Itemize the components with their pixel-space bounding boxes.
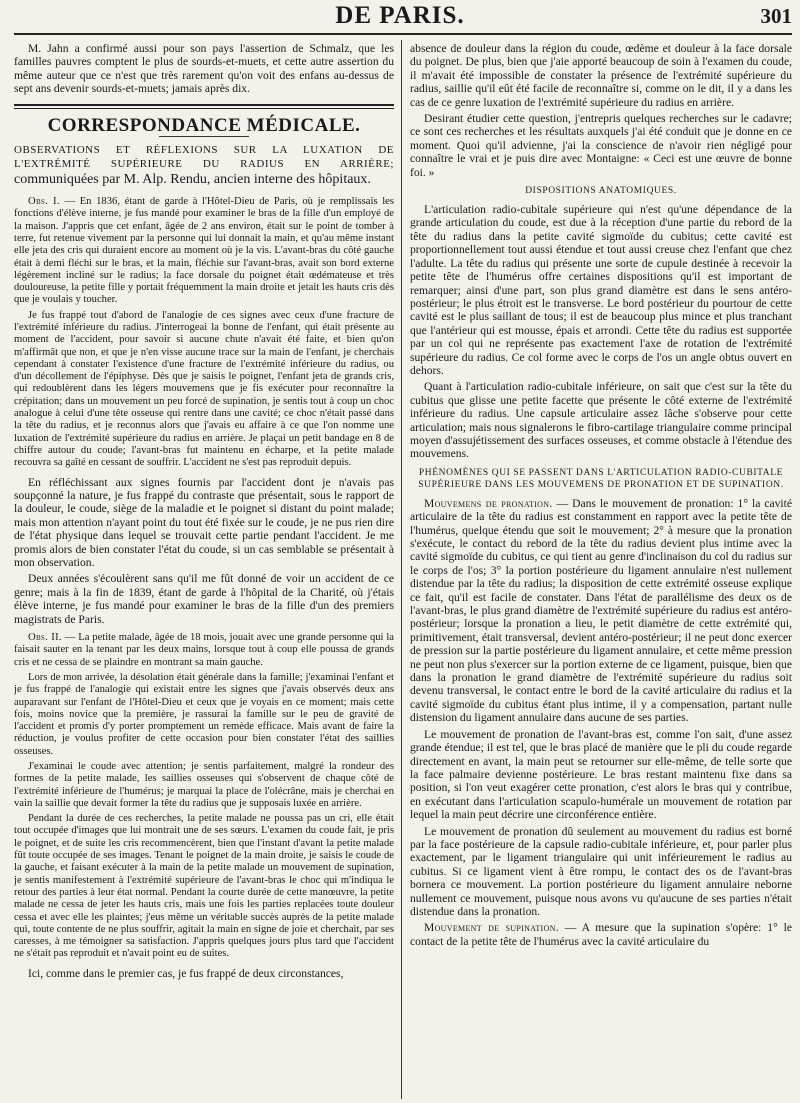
title-rule: [159, 136, 249, 137]
intro-paragraph: M. Jahn a confirmé aussi pour son pays l'assertion de Schmalz, que les familles pauvres comptent le plus de sourds-et-muets, et cette autre assertion du même auteur que ce n'est que très rarement qu'on voit des enfans au-dessus de sept ans devenir sourds-et-muets; jamais après dix.: [14, 42, 394, 96]
pronation-paragraph-2: Le mouvement de pronation de l'avant-bras est, comme l'on sait, d'une assez grande étendue; il est tel, que le bras placé de manière que le pli du coude regarde directement en avant, la main peut se retourner sur elle-même, de telle sorte que la face palmaire devienne postérieure. Le bras restant maintenu fixe dans sa position, si l'on veut exagérer cette pronation, c'est alors le bras qui y contribue, en exécutant dans l'articulation scapulo-humérale un mouvement de rotation par lequel la main peut décrire une circonférence entière.: [410, 727, 792, 822]
left-column: [14, 42, 394, 1099]
page-number: 301: [760, 4, 792, 28]
pronation-text-1: Dans le mouvement de pronation: 1° la cavité articulaire de la tête du radius est constamment en rapport avec la petite tête de l'humérus, quelque étendu que soit le mouvement; 2° à mesure que la pronation s'exécute, le contact du rebord de la tête du radius devient plus intime avec la cavité sigmoïde du cubitus, ce qui tient au genre d'inclinaison du col du radius sur le corps de l'os; 3° la portion postérieure du ligament annulaire n'est nullement distendue par la tête du radius; la disposition de cette extrémité osseuse explique ce fait, qu'il est facile de constater. Dans l'état de parallélisme des deux os de l'avant-bras, le plus grand diamètre de l'extrémité supérieure du radius est antéro-postérieur; lorsque la pronation a lieu, le petit diamètre de cette extrémité qui, primitivement, était transversal, devient antéro-postérieur; il ne peut donc exercer de pression sur la partie postérieure du ligament annulaire, et cette même pression ne peut non plus s'exercer sur la portion externe de ce ligament, puisque, bien que dans la pronation le grand diamètre de l'extrémité supérieure du radius soit devenu transversal, le contact entre le bord de la cavité articulaire du radius et la cavité sigmoïde du cubitus étant plus intime, il y a compensation, partant nulle distension du ligament annulaire dans aucune de ses parties.: [410, 496, 792, 725]
pronation-paragraph-3: Le mouvement de pronation dû seulement au mouvement du radius est borné par la face postérieure de la capsule radio-cubitale inférieure, et, pour parler plus exactement, par le ligament triangulaire qui unit inférieurement le radius au cubitus. Si ce ligament vient à être rompu, le contact des os de l'avant-bras bornera ce mouvement. La portion postérieure du ligament annulaire neborne nullement ce mouvement, puisque nous avons vu qu'aucune de ses parties n'était distendue dans la pronation.: [410, 824, 792, 918]
obs2-text-1: La petite malade, âgée de 18 mois, jouait avec une grande personne qui la faisait sauter en la tenant par les deux mains, lorsque tout à coup elle poussa de grands cris et ne cessa de se plaindre en montrant sa main gauche.: [14, 632, 394, 668]
section-rule: [14, 104, 394, 109]
pronation-label: Mouvemens de pronation.: [424, 496, 553, 510]
subheading-phenomena: PHÉNOMÈNES QUI SE PASSENT DANS L'ARTICULATION RADIO-CUBITALE SUPÉRIEURE DANS LES MOUVEMENS DE PRONATION ET DE SUPINATION.: [418, 467, 784, 490]
right-column: [410, 42, 792, 1099]
obs1-text-1: En 1836, étant de garde à l'Hôtel-Dieu de Paris, où je remplissais les fonctions d'élève interne, je fus mandé pour examiner le bras de la fille d'un employé de la maison. J'appris que cet enfant, âgée de 2 ans environ, était sur le point de tomber à terre, fut retenue vivement par la personne qui lui donnait la main, et qu'au même instant elle jeta des cris qui duraient encore au moment où je la vis. L'avant-bras du côté gauche était à demi fléchi sur le bras, et la main, fléchie sur l'avant-bras, avait son bord externe légèrement incliné sur le radius; la face dorsale du poignet était œdémateuse et très douloureuse, la petite fille y portait fréquemment la main droite et jetait les hauts cris dès que je voulais y toucher.: [14, 196, 394, 306]
obs2-paragraph-2: Lors de mon arrivée, la désolation était générale dans la famille; j'examinai l'enfant et je fus frappé de l'analogie qui existait entre les signes que j'avais observés deux ans auparavant sur l'enfant de l'Hôtel-Dieu et ceux que je voyais en ce moment; mais cette fois, moins novice que la première, je rassurai la famille sur le peu de gravité de l'accident et promis d'y porter promptement un remède efficace. Mais avant de faire la réduction, je voulus profiter de cette occasion pour bien constater l'état des saillies osseuses.: [14, 671, 394, 757]
articulation-paragraph-1: L'articulation radio-cubitale supérieure qui n'est qu'une dépendance de la grande articulation du coude, est due à la réception d'une partie du rebord de la tête du radius dans la petite cavité sigmoïde du cubitus; cette cavité est proportionnellement tout aussi étendue et tout aussi creuse chez l'enfant que chez l'adulte. La tête du radius qui présente une sorte de cupule destinée à recevoir la petite tête de l'humérus offre certaines dispositions qu'il est important de remarquer; ainsi d'une part, son plus grand diamètre est dans le sens antéro-postérieur; le plus étroit est le transverse. Le bord postérieur du pourtour de cette cavité est le plus saillant de tous; il est de beaucoup plus mince et plus tranchant que l'antérieur qui est mousse, épais et arrondi. Cette tête du radius est supportée par un col qui ne représente pas exactement l'axe de rotation de l'extrémité supérieure du radius. Ce col forme avec le corps de l'os un angle obtus ouvert en dehors.: [410, 203, 792, 377]
section-title: CORRESPONDANCE MÉDICALE.: [47, 114, 361, 136]
running-title: DE PARIS.: [335, 2, 465, 29]
ici-paragraph: Ici, comme dans le premier cas, je fus frappé de deux circonstances,: [28, 966, 344, 980]
desirant-paragraph: Desirant étudier cette question, j'entrepris quelques recherches sur le cadavre; ce sont ces recherches et les résultats auxquels j'ai été conduit que je donne en ce moment. Quoi qu'il advienne, j'ai la conscience de n'avoir rien négligé pour connaître le vrai et je puis dire avec Montaigne: « Ceci est une œuvre de bonne foi. »: [410, 112, 792, 179]
obs1-paragraph-2: Je fus frappé tout d'abord de l'analogie de ces signes avec ceux d'une fracture de l'extrémité inférieure du radius. J'interrogeai la bonne de l'enfant, qui était présente au moment de l'accident, pour savoir si aucune chute n'avait été faite, et bien qu'on m'affirmât que non, et que je n'en visse aucune trace sur la main de l'enfant, je cherchais cependant à constater l'existence d'une fracture de l'extrémité inférieure du radius, ou d'un décollement de l'épiphyse. Dès que je saisis le poignet, l'enfant jeta de grands cris, qui redoublèrent dans les légers mouvemens que je fis exécuter pour reconnaître la crépitation; dans un mouvement un peu forcé de supination, je sentis tout à coup un choc analogue à celui d'une tête osseuse qui rentre dans une cavité; ce choc n'était passé dans la tête du radius, et je reconnus alors que j'avais eu affaire à ce que l'on nomme une luxation de l'extrémité supérieure du radius en arrière. Je plaçai un petit bandage en 8 de chiffre autour du coude; l'avant-bras fut maintenu en écharpe, et la petite malade recouvra sa gaîté en cessant de souffrir. L'accident ne s'est pas reproduit depuis.: [14, 309, 394, 469]
obs2-paragraph-1: Obs. II. — La petite malade, âgée de 18 mois, jouait avec une grande personne qui la faisait sauter en la tenant par les deux mains, lorsque tout à coup elle poussa de grands cris et ne cessa de se plaindre en montrant sa main gauche.: [14, 632, 394, 668]
subheading-anatomy: DISPOSITIONS ANATOMIQUES.: [525, 186, 677, 197]
continuation-paragraph: absence de douleur dans la région du coude, œdème et douleur à la face dorsale du poignet. De plus, bien que j'aie apporté beaucoup de soin à l'examen du coude, il m'avait été impossible de constater la présence de l'extrémité supérieure du radius, saillie qu'il eût été facile de reconnaître si, comme on le dit, il y a dans les cas de ce genre luxation de l'extrémité supérieure du radius en arrière.: [410, 42, 792, 109]
obs2-paragraph-3: J'examinai le coude avec attention; je sentis parfaitement, malgré la rondeur des formes de la petite malade, les saillies osseuses qui s'observent de chaque côté de l'extrémité inférieure de l'humérus; je marquai la place de l'olécrâne, mais je cherchai en vain la saillie que devait former la tête du radius que je supposais luxée en arrière.: [14, 761, 394, 809]
deux-annees-paragraph: Deux années s'écoulèrent sans qu'il me fût donné de voir un accident de ce genre; mais à la fin de 1839, étant de garde à l'hôpital de la Charité, où j'étais élève interne, je fus mandé pour examiner le bras de la fille d'un des premiers magistrats de Paris.: [14, 572, 394, 626]
obs1-paragraph-1: Obs. I. — En 1836, étant de garde à l'Hôtel-Dieu de Paris, où je remplissais les fonctions d'élève interne, je fus mandé pour examiner le bras de la fille d'un employé de la maison. J'appris que cet enfant, âgée de 2 ans environ, était sur le point de tomber à terre, fut retenue vivement par la personne qui lui donnait la main, et qu'au même instant elle jeta des cris qui duraient encore au moment où je la vis. L'avant-bras du côté gauche était à demi fléchi sur le bras, et la main, fléchie sur l'avant-bras, avait son bord externe légèrement incliné sur le radius; la face dorsale du poignet était œdémateuse et très douloureuse, la petite fille y portait fréquemment la main droite et jetait les hauts cris dès que je voulais y toucher.: [14, 196, 394, 306]
column-divider: [401, 40, 402, 1099]
supination-label: Mouvement de supination.: [424, 921, 559, 935]
article-title: [14, 143, 394, 188]
supination-text-1: A mesure que la supination s'opère: 1° le contact de la petite tête de l'humérus avec la cavité articulaire du: [410, 921, 792, 948]
obs2-label: Obs. II.: [28, 632, 62, 644]
article-title-main: OBSERVATIONS ET RÉFLEXIONS SUR LA LUXATION DE L'EXTRÉMITÉ SUPÉRIEURE DU RADIUS EN ARRIÈRE;: [14, 144, 394, 171]
articulation-paragraph-2: Quant à l'articulation radio-cubitale inférieure, on sait que c'est sur la tête du cubitus que glisse une petite facette que présente le côté externe de l'extrémité inférieure du radius. Une capsule articulaire assez lâche s'observe pour cette articulation; mais nous signalerons le fibro-cartilage triangulaire comme principal moyen d'assujétissement des surfaces osseuses, et comme obstacle à l'étendue des mouvemens.: [410, 380, 792, 461]
article-byline: communiquées par M. Alp. Rendu, ancien interne des hôpitaux.: [14, 172, 371, 188]
obs1-label: Obs. I.: [28, 196, 60, 208]
supination-paragraph-1: Mouvement de supination. — A mesure que la supination s'opère: 1° le contact de la petite tête de l'humérus avec la cavité articulaire du: [410, 921, 792, 948]
obs2-paragraph-4: Pendant la durée de ces recherches, la petite malade ne poussa pas un cri, elle était tout occupée d'images que lui montrait une de ses sœurs. L'examen du coude fait, je pris le poignet, et de suite les cris recommencèrent, bien que l'instant d'avant la petite malade fût toute occupée de ses images. Tenant le poignet de la main droite, je saisis le coude de la gauche, et faisant exécuter à la main de la petite malade un mouvement de supination, je sentis manifestement à l'extrémité supérieure de l'avant-bras le choc qui m'indiqua le retour des parties à leur état normal. Pendant la courte durée de cette manœuvre, la petite malade ne cessa de jeter les hauts cris, mais une fois les parties replacées toute douleur cessa et avec elle les plaintes; j'eus même un véritable succès auprès de la petite malade qui, toute contente de ne plus souffrir, agitait la main en signe de joie et cherchait, par ses caresses, à me témoigner sa satisfaction. J'appris quelques jours plus tard que l'accident ne s'était pas reproduit et n'avait point eu de suites.: [14, 813, 394, 960]
reflexion-paragraph: En réfléchissant aux signes fournis par l'accident dont je n'avais pas soupçonné la nature, je fus frappé du contraste que présentait, sous le rapport de la douleur, le coude, siège de la maladie et le poignet si distant du point malade; mais mon attention n'ayant point du tout été fixée sur le coude, je ne pus rien dire de l'état physique dans lequel se trouvait cette partie pendant l'accident. Je me promis alors de bien constater l'état du coude, si un cas semblable se présentait à mon observation.: [14, 475, 394, 569]
header-rule: [14, 33, 792, 35]
page-header: [0, 0, 800, 34]
pronation-paragraph-1: Mouvemens de pronation. — Dans le mouvement de pronation: 1° la cavité articulaire de la tête du radius est constamment en rapport avec la petite tête de l'humérus, quelque étendu que soit le mouvement; 2° à mesure que la pronation s'exécute, le contact du rebord de la tête du radius devient plus intime avec la cavité sigmoïde du cubitus, ce qui tient au genre d'inclinaison du col du radius sur le corps de l'os; 3° la portion postérieure du ligament annulaire n'est nullement distendue par la tête du radius; la disposition de cette extrémité osseuse explique ce fait, qu'il est facile de constater. Dans l'état de parallélisme des deux os de l'avant-bras, le plus grand diamètre de l'extrémité supérieure du radius est antéro-postérieur; lorsque la pronation a lieu, le petit diamètre de cette extrémité qui, primitivement, était transversal, devient antéro-postérieur; il ne peut donc exercer de pression sur la partie postérieure du ligament annulaire, et cette même pression ne peut non plus s'exercer sur la portion externe de ce ligament, puisque, bien que dans la pronation le grand diamètre de l'extrémité supérieure du radius soit devenu transversal, le contact entre le bord de la cavité articulaire du radius et la cavité sigmoïde du cubitus étant plus intime, il y a compensation, partant nulle distension du ligament annulaire dans aucune de ses parties.: [410, 496, 792, 725]
